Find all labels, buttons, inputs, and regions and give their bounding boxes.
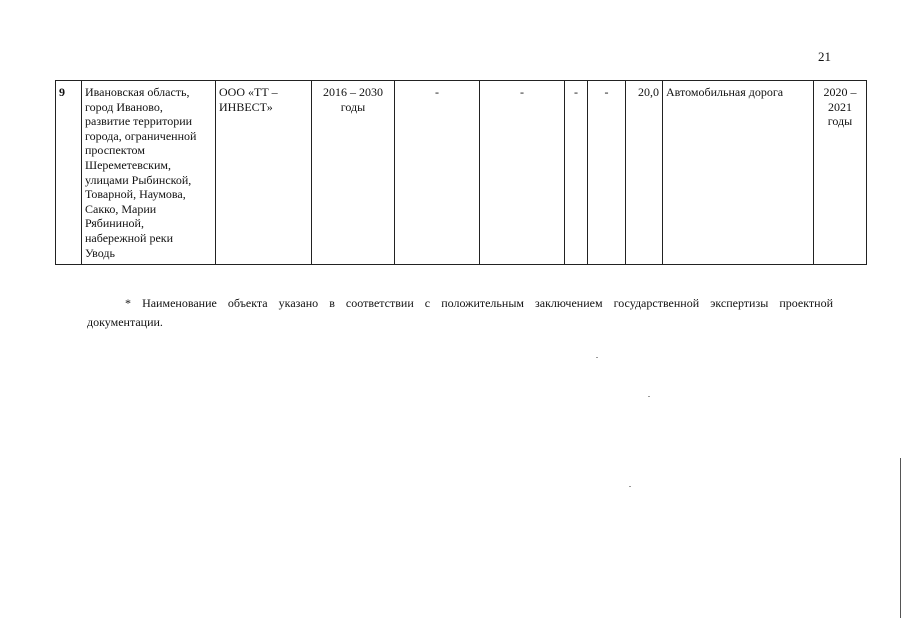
- dash-cell-1: -: [395, 81, 480, 265]
- dash-cell-4: -: [588, 81, 626, 265]
- company-cell: ООО «ТТ – ИНВЕСТ»: [216, 81, 312, 265]
- location-cell: Ивановская область, город Иваново, развитие территории города, ограниченной проспектом Шереметевским, улицами Рыбинской, Товарной, Наумова, Сакко, Марии Рябининой, набережной реки Уводь: [82, 81, 216, 265]
- period-cell: 2016 – 2030 годы: [312, 81, 395, 265]
- dash-cell-2: -: [480, 81, 565, 265]
- scan-artifact-dot: [596, 357, 598, 358]
- table-row: [56, 81, 867, 265]
- object-type-cell: Автомобильная дорога: [663, 81, 814, 265]
- data-table: [55, 80, 867, 265]
- scan-artifact-line: [900, 458, 901, 618]
- scan-artifact-dot: [648, 396, 650, 397]
- row-number-cell: 9: [56, 81, 82, 265]
- footnote: * Наименование объекта указано в соответствии с положительным заключением государственной экспертизы проектной документации.: [87, 296, 833, 329]
- completion-cell: 2020 – 2021 годы: [814, 81, 867, 265]
- scan-artifact-dot: [629, 486, 631, 487]
- dash-cell-3: -: [565, 81, 588, 265]
- value-cell: 20,0: [626, 81, 663, 265]
- page-number: 21: [818, 49, 831, 64]
